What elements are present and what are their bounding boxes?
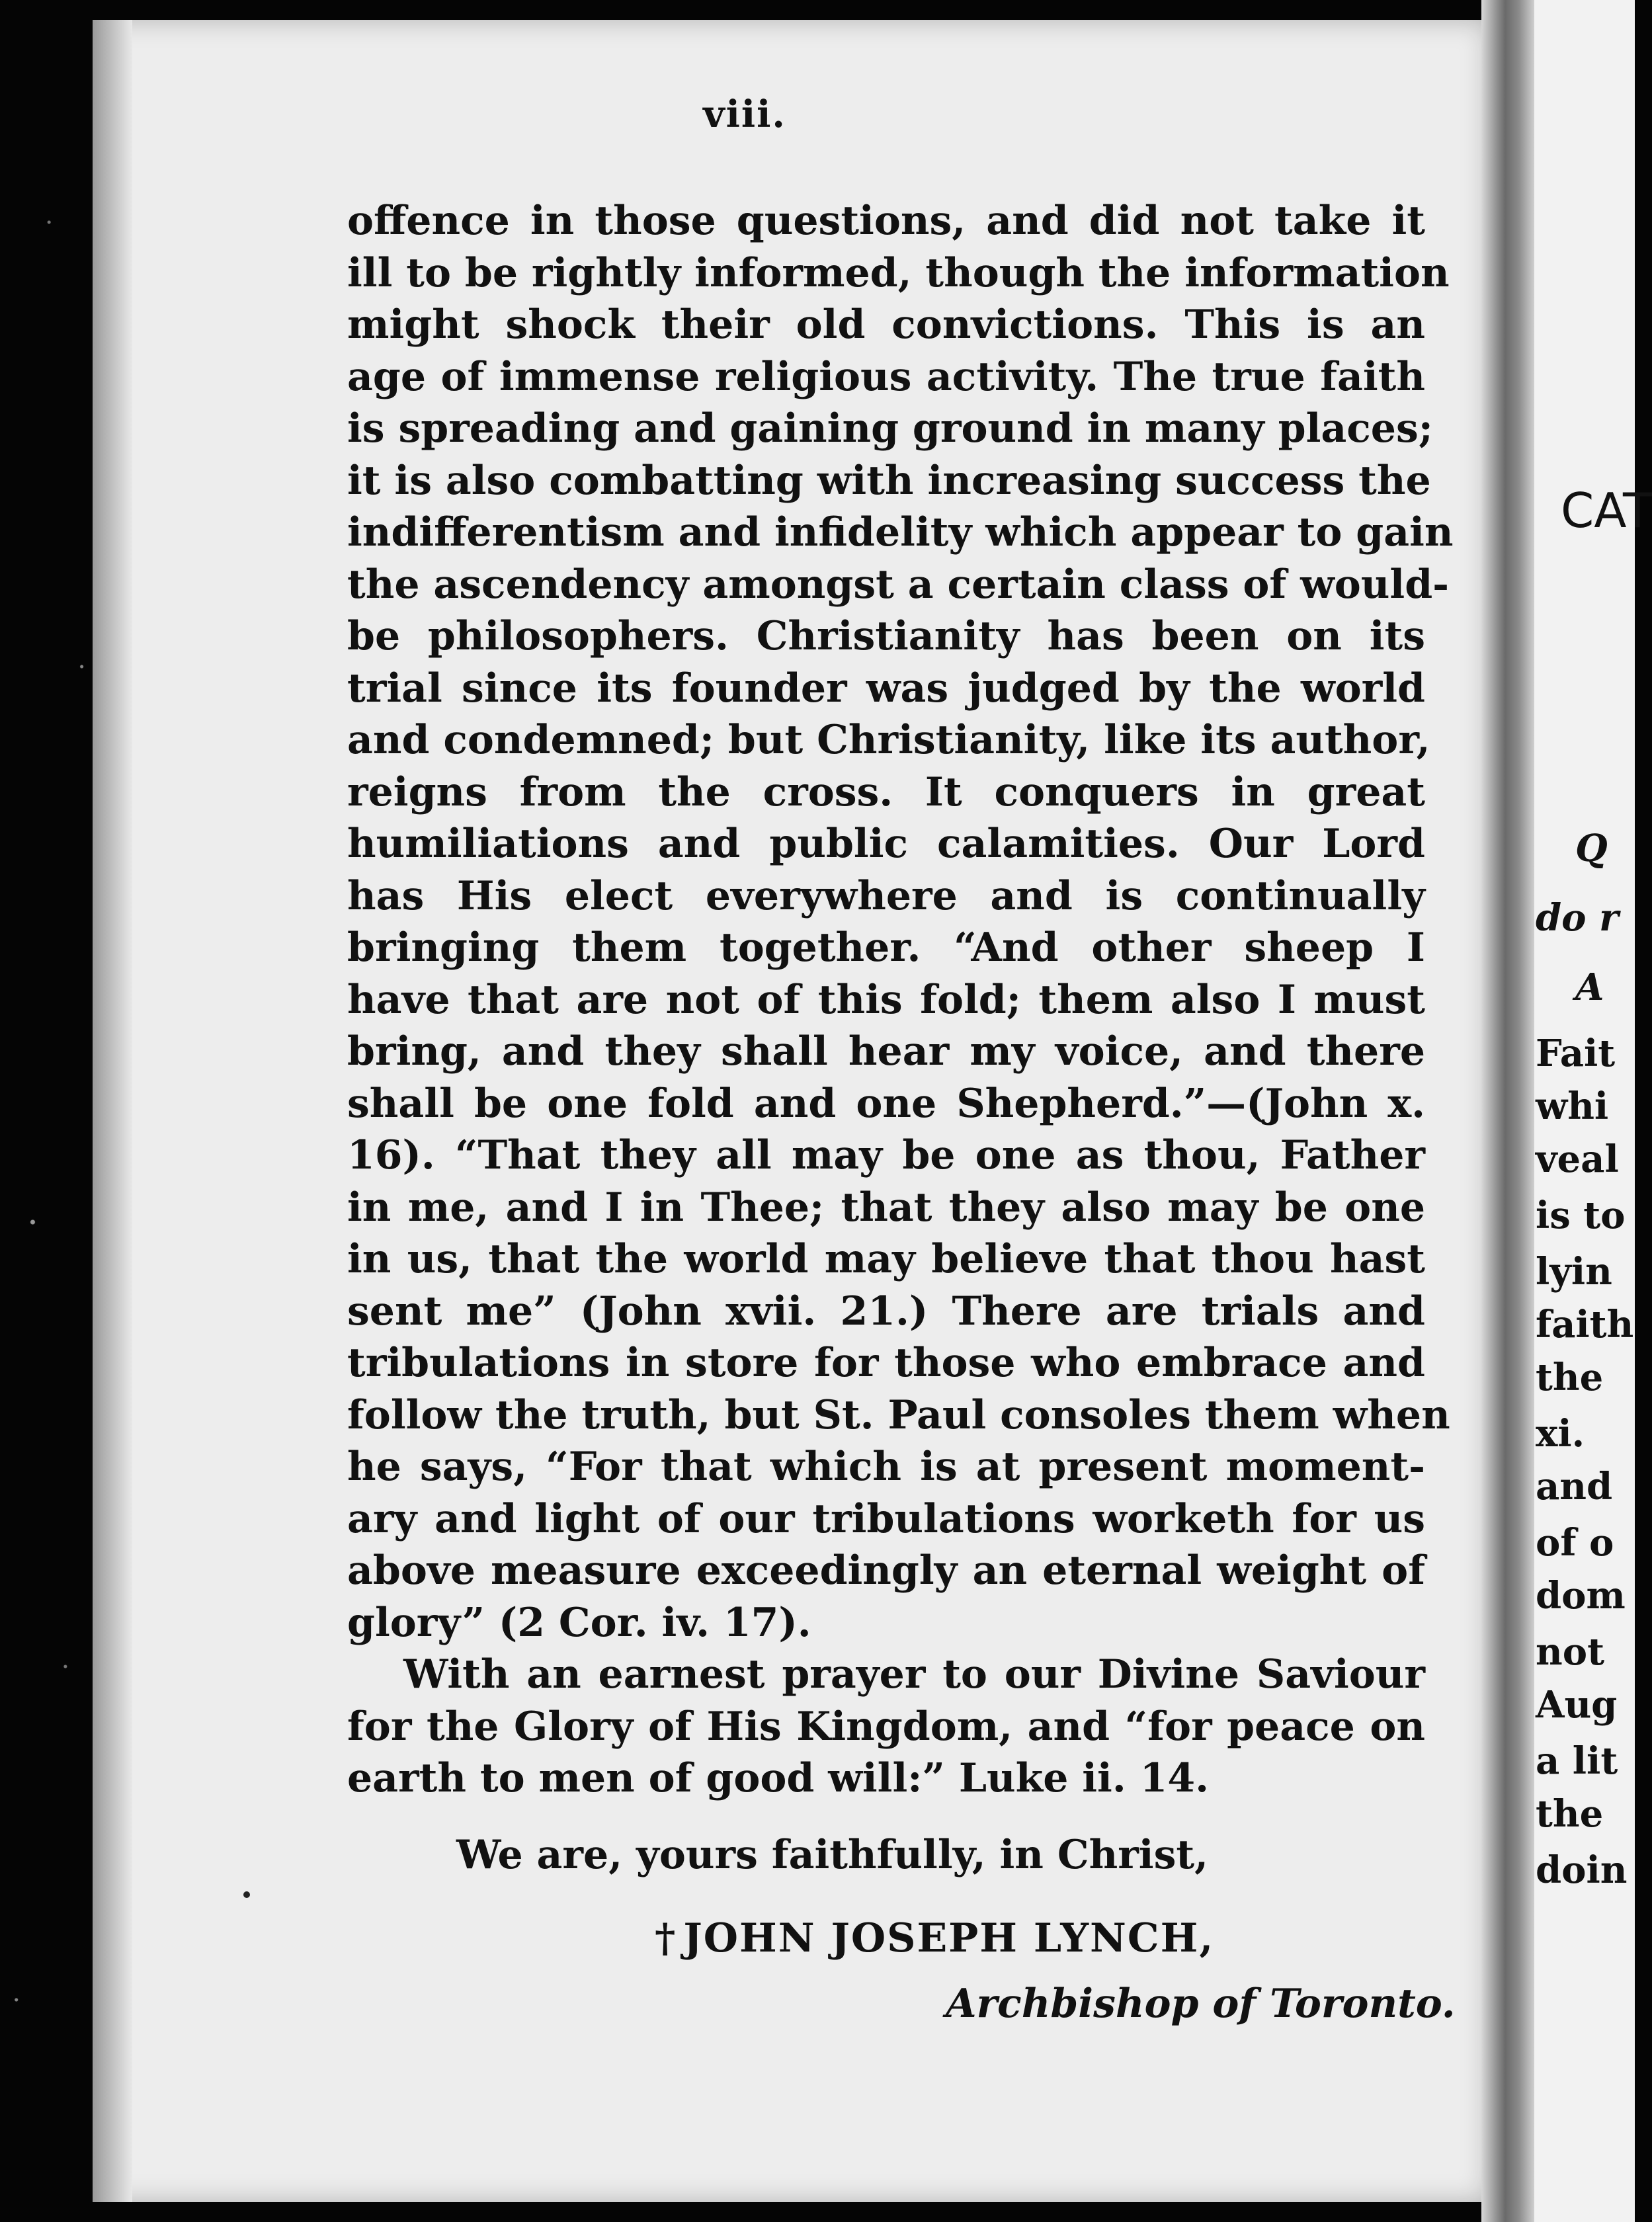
right-page-fragment: the (1536, 1356, 1604, 1399)
right-page-fragment: Q (1575, 827, 1608, 870)
text-line: and condemned; but Christianity, like its author, (347, 717, 1430, 763)
closing-salutation: We are, yours faithfully, in Christ, (456, 1832, 1208, 1878)
right-page-fragment: xi. (1536, 1412, 1585, 1456)
text-line: be philosophers. Christianity has been on its (347, 613, 1425, 659)
text-line: ill to be rightly informed, though the information (347, 249, 1450, 296)
paragraph-1 (347, 195, 1454, 1649)
right-page-fragment: a lit (1536, 1739, 1618, 1783)
right-page-fragment: lyin (1536, 1250, 1612, 1294)
right-page-fragment: A (1575, 966, 1604, 1009)
text-line: offence in those questions, and did not take it (347, 198, 1425, 244)
text-line: in me, and I in Thee; that they also may be one (347, 1184, 1425, 1231)
paragraph-2 (347, 1649, 1425, 1805)
text-line: he says, “For that which is at present moment- (347, 1444, 1425, 1490)
text-line: has His elect everywhere and is continually (347, 872, 1425, 919)
text-line: earth to men of good will:” Luke ii. 14. (347, 1755, 1210, 1801)
text-line: for the Glory of His Kingdom, and “for peace on (347, 1703, 1425, 1750)
dagger-symbol: † (655, 1915, 677, 1961)
margin-speck (243, 1891, 250, 1898)
signature (655, 1915, 1214, 1961)
right-page-fragment: is to (1536, 1194, 1626, 1237)
text-line: sent me” (John xvii. 21.) There are trials and (347, 1288, 1425, 1335)
text-line: bringing them together. “And other sheep I (347, 925, 1425, 971)
page-number: viii. (703, 93, 786, 136)
text-line: it is also combatting with increasing success the (347, 457, 1431, 504)
right-page-fragment: and (1536, 1465, 1613, 1508)
text-line: shall be one fold and one Shepherd.”—(John x. (347, 1080, 1425, 1127)
signature-name: JOHN JOSEPH LYNCH, (683, 1915, 1215, 1961)
body-text (347, 195, 1454, 1805)
text-line: With an earnest prayer to our Divine Saviour (403, 1651, 1425, 1698)
text-line: follow the truth, but St. Paul consoles them when (347, 1391, 1450, 1438)
right-page-fragment: veal (1536, 1137, 1619, 1181)
text-line: above measure exceedingly an eternal weight of (347, 1547, 1425, 1594)
right-page-fragment: Aug (1536, 1683, 1618, 1727)
right-page-fragment: not (1536, 1630, 1604, 1674)
text-line: bring, and they shall hear my voice, and there (347, 1028, 1425, 1075)
text-line: reigns from the cross. It conquers in great (347, 768, 1425, 815)
text-line: trial since its founder was judged by the world (347, 665, 1425, 712)
text-line: indifferentism and infidelity which appear to gain (347, 509, 1454, 556)
right-page (1534, 0, 1652, 2222)
right-page-heading: CAT (1561, 483, 1652, 538)
right-page-fragment: Fait (1536, 1032, 1616, 1075)
text-line: tribulations in store for those who embrace and (347, 1340, 1425, 1386)
right-page-fragment: doin (1536, 1848, 1628, 1892)
text-line: have that are not of this fold; them also I must (347, 976, 1425, 1023)
right-page-fragment: the (1536, 1792, 1604, 1836)
text-line: in us, that the world may believe that thou hast (347, 1236, 1425, 1282)
text-line: the ascendency amongst a certain class of would- (347, 561, 1450, 608)
text-line: ary and light of our tribulations worketh for us (347, 1495, 1425, 1542)
right-page-fragment: of o (1536, 1521, 1614, 1565)
book-gutter (1481, 0, 1534, 2222)
signatory-title: Archbishop of Toronto. (946, 1981, 1456, 2027)
right-page-fragment: dom (1536, 1574, 1626, 1618)
right-page-fragment: do r (1536, 896, 1619, 940)
text-line: is spreading and gaining ground in many places; (347, 405, 1433, 452)
right-page-fragment: whi (1536, 1085, 1609, 1128)
right-page-fragment: faith (1536, 1303, 1634, 1346)
text-line: humiliations and public calamities. Our Lord (347, 821, 1425, 867)
text-line: age of immense religious activity. The true faith (347, 353, 1425, 400)
text-line: might shock their old convictions. This is an (347, 302, 1425, 348)
text-line: 16). “That they all may be one as thou, Father (347, 1132, 1425, 1178)
text-line: glory” (2 Cor. iv. 17). (347, 1599, 811, 1646)
